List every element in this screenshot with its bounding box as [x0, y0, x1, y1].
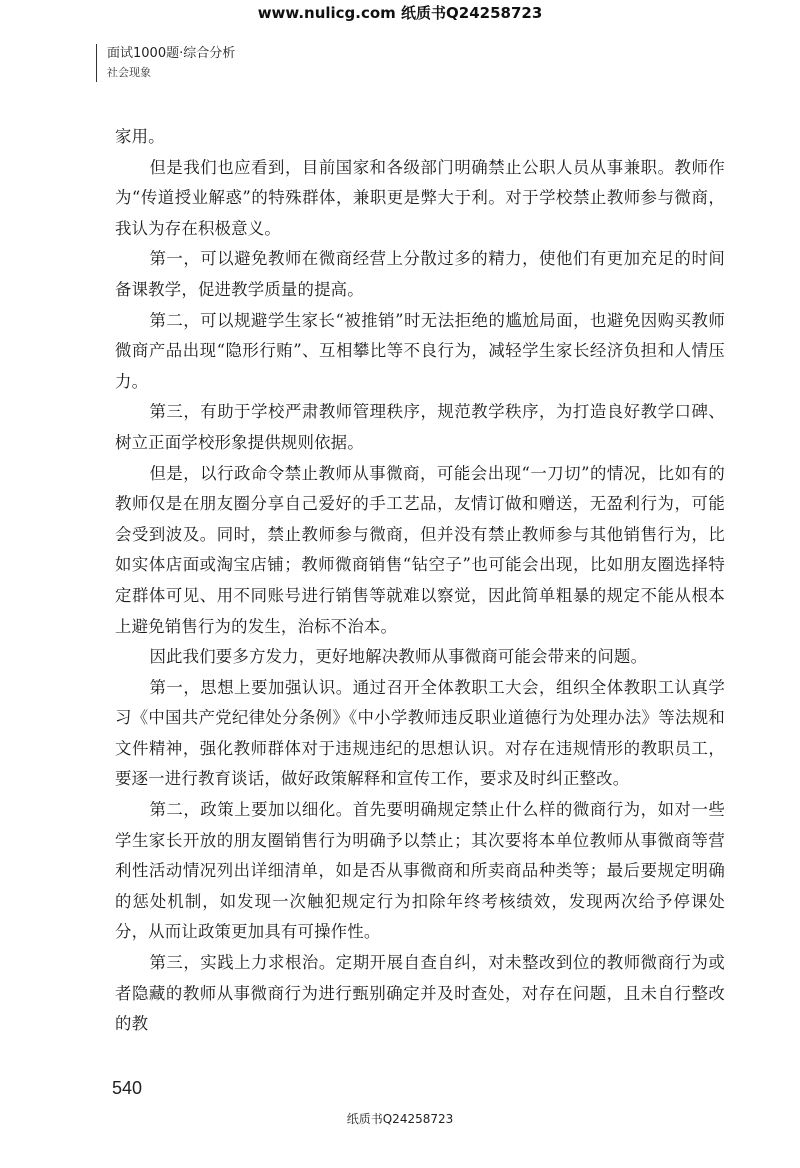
paragraph: 家用。	[115, 127, 165, 146]
paragraph: 第二，可以规避学生家长“被推销”时无法拒绝的尴尬局面，也避免因购买教师微商产品出现“隐形行贿”、互相攀比等不良行为，减轻学生家长经济负担和人情压力。	[115, 310, 725, 391]
paragraph: 第一，可以避免教师在微商经营上分散过多的精力，使他们有更加充足的时间备课教学，促进教学质量的提高。	[115, 249, 725, 299]
paragraph: 第一，思想上要加强认识。通过召开全体教职工大会，组织全体教职工认真学习《中国共产党纪律处分条例》《中小学教师违反职业道德行为处理办法》等法规和文件精神，强化教师群体对于违规违纪的思想认识。对存在违规情形的教职员工，要逐一进行教育谈话，做好政策解释和宣传工作，要求及时纠正整改。	[115, 677, 725, 789]
paragraph: 但是我们也应看到，目前国家和各级部门明确禁止公职人员从事兼职。教师作为“传道授业解惑”的特殊群体，兼职更是弊大于利。对于学校禁止教师参与微商，我认为存在积极意义。	[115, 157, 725, 238]
page-number: 540	[112, 1078, 143, 1098]
paragraph: 因此我们要多方发力，更好地解决教师从事微商可能会带来的问题。	[149, 647, 648, 667]
paragraph: 第三，实践上力求根治。定期开展自查自纠，对未整改到位的教师微商行为或者隐藏的教师从事微商行为进行甄别确定并及时查处，对存在问题，且未自行整改的教	[115, 953, 725, 1034]
book-title: 面试1000题·综合分析	[107, 46, 236, 61]
footer-watermark: 纸质书Q24258723	[346, 1112, 454, 1126]
paragraph: 第三，有助于学校严肃教师管理秩序，规范教学秩序，为打造良好教学口碑、树立正面学校形象提供规则依据。	[115, 402, 725, 452]
body-text	[115, 122, 725, 1040]
running-header	[96, 44, 235, 82]
section-title: 社会现象	[107, 66, 151, 79]
paragraph: 但是，以行政命令禁止教师从事微商，可能会出现“一刀切”的情况，比如有的教师仅是在朋友圈分享自己爱好的手工艺品，友情订做和赠送，无盈利行为，可能会受到波及。同时，禁止教师参与微商，但并没有禁止教师参与其他销售行为，比如实体店面或淘宝店铺；教师微商销售“钻空子”也可能会出现，比如朋友圈选择特定群体可见、用不同账号进行销售等就难以察觉，因此简单粗暴的规定不能从根本上避免销售行为的发生，治标不治本。	[115, 463, 725, 636]
paragraph: 第二，政策上要加以细化。首先要明确规定禁止什么样的微商行为，如对一些学生家长开放的朋友圈销售行为明确予以禁止；其次要将本单位教师从事微商等营利性活动情况列出详细清单，如是否从事微商和所卖商品种类等；最后要规定明确的惩处机制，如发现一次触犯规定行为扣除年终考核绩效，发现两次给予停课处分，从而让政策更加具有可操作性。	[115, 800, 725, 942]
top-watermark-banner: www.nulicg.com 纸质书Q24258723	[257, 4, 543, 22]
